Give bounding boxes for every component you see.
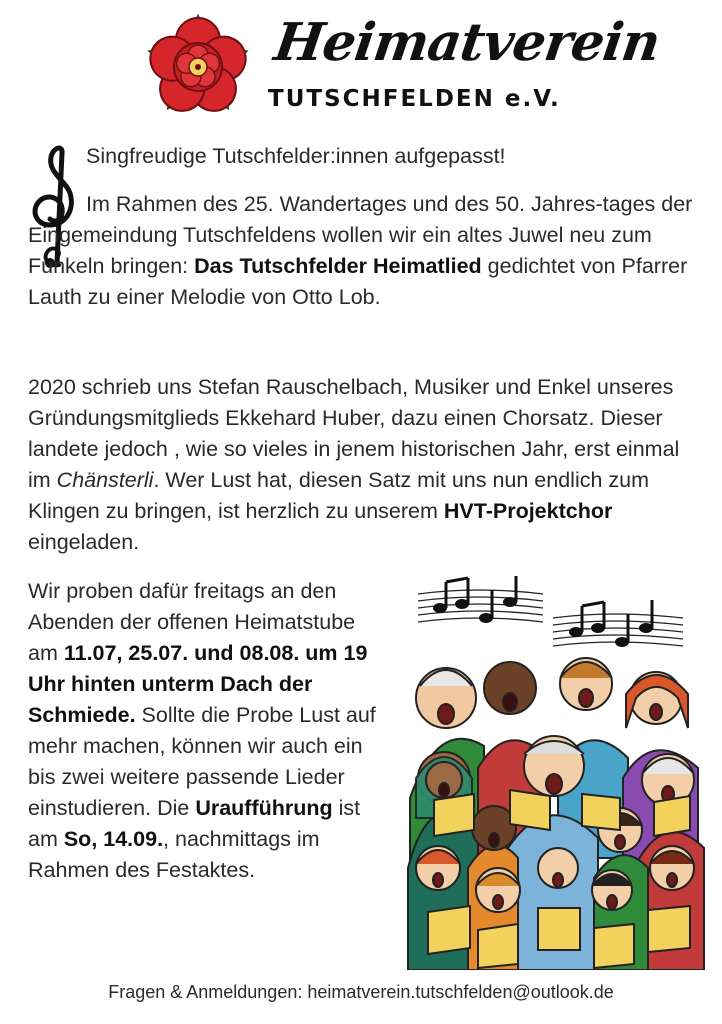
- premiere-date: So, 14.09.: [63, 827, 164, 851]
- paragraph-history-text-1: 2020 schrieb uns Stefan Rauschelbach, Musiker und Enkel unseres Gründungsmitglieds Ekkehard Huber, dazu einen Chorsatz. Dieser landete jedoch , wie so vieles in jenem historischen Jahr, erst einmal im: [28, 375, 680, 492]
- paragraph-rehearsal-text-2: Sollte die Probe Lust auf mehr machen, können wir auch ein bis zwei weitere passende Lieder einstudieren. Die: [28, 703, 376, 820]
- paragraph-history-text-2: . Wer Lust hat, diesen Satz mit uns nun endlich zum Klingen zu bringen, ist herzlich zu unserem: [28, 468, 650, 523]
- greeting: Singfreudige Tutschfelder:innen aufgepasst!: [86, 144, 506, 168]
- paragraph-intro: [28, 189, 698, 313]
- choir-illustration: [398, 568, 710, 970]
- project-choir-name: HVT-Projektchor: [443, 499, 613, 523]
- song-title: Das Tutschfelder Heimatlied: [194, 254, 482, 278]
- header: [0, 0, 722, 125]
- rehearsal-dates: 11.07, 25.07. und 08.08. um 19 Uhr hinten unterm Dach der Schmiede.: [28, 641, 368, 727]
- chaensterli-term: Chänsterli: [56, 468, 154, 492]
- paragraph-rehearsal-text-4: , nachmittags im Rahmen des Festaktes.: [28, 827, 320, 882]
- paragraph-intro-text-2: gedichtet von Pfarrer Lauth zu einer Melodie von Otto Lob.: [28, 254, 688, 309]
- rose-logo-icon: [137, 14, 259, 119]
- paragraph-rehearsal-text-3: ist am: [28, 796, 361, 851]
- premiere-label: Uraufführung: [195, 796, 333, 820]
- paragraph-rehearsal-text-1: Wir proben dafür freitags an den Abenden der offenen Heimatstube am: [28, 579, 356, 665]
- logo-subtitle: TUTSCHFELDEN e.V.: [268, 86, 561, 112]
- music-notes-icon: [418, 576, 683, 647]
- contact-footer: Fragen & Anmeldungen: heimatverein.tutschfelden@outlook.de: [108, 982, 614, 1002]
- logo-title: Heimatverein: [270, 12, 664, 73]
- paragraph-rehearsal: [28, 576, 388, 886]
- paragraph-history: [28, 372, 698, 558]
- paragraph-intro-text-1: Im Rahmen des 25. Wandertages und des 50. Jahres-tages der Eingemeindung Tutschfeldens wollen wir ein altes Juwel neu zum Funkeln bringen:: [28, 192, 693, 278]
- paragraph-history-text-3: eingeladen.: [28, 530, 140, 554]
